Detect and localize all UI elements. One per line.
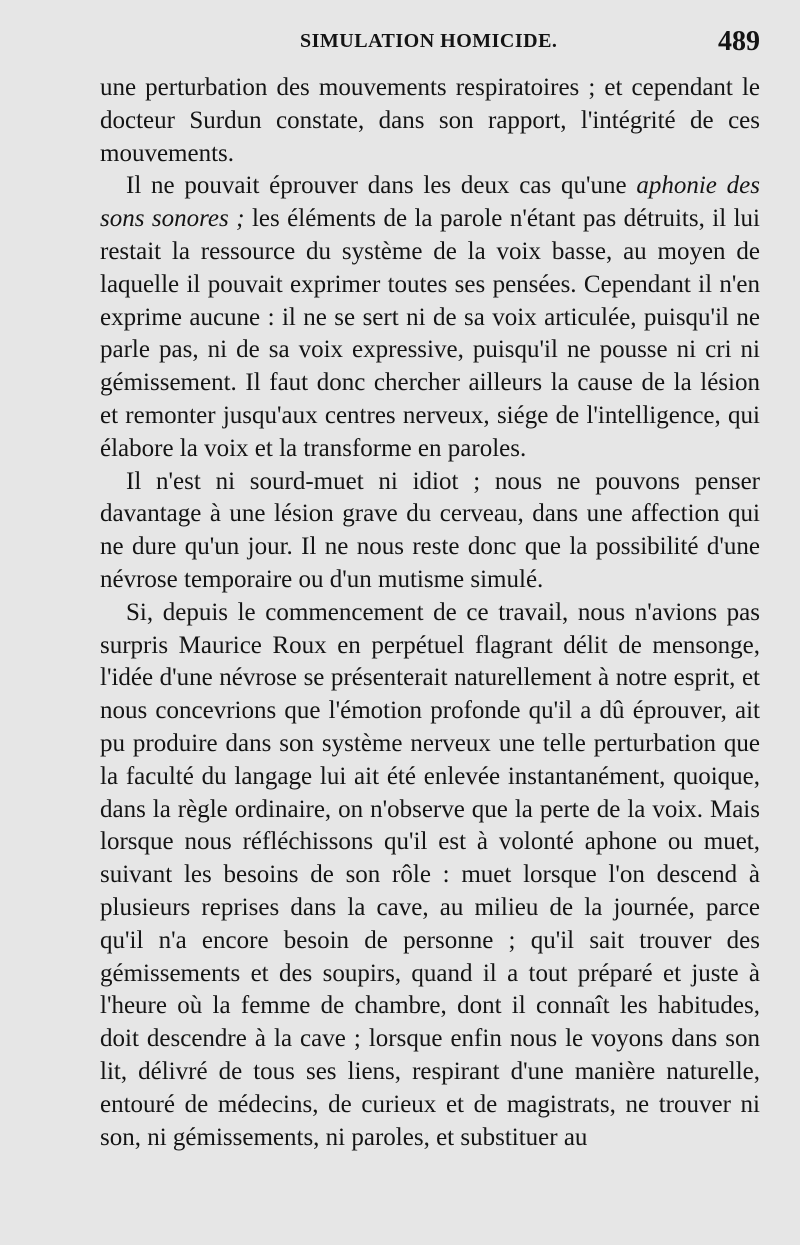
paragraph-2-italic-term: aphonie des sons sonores ; xyxy=(100,172,760,233)
page-number: 489 xyxy=(718,26,760,57)
paragraph-3: Il n'est ni sourd-muet ni idiot ; nous ne pouvons penser davantage à une lésion grave du cerveau, dans une affection qui ne dure qu'un jour. Il ne nous reste donc que la possibilité d'une névrose temporaire ou d'un mutisme simulé. xyxy=(100,467,760,593)
paragraph-2-text-end: les éléments de la parole n'étant pas détruits, il lui restait la ressource du système de la voix basse, au moyen de laquelle il pouvait exprimer toutes ses pensées. Cependant il n'en exprime aucune : il ne se sert ni de sa voix articulée, puisqu'il ne parle pas, ni de sa voix expressive, puisqu'il ne pousse ni cri ni gémissement. Il faut donc chercher ailleurs la cause de la lésion et remonter jusqu'aux centres nerveux, siége de l'intelligence, qui élabore la voix et la transforme en paroles. xyxy=(100,205,761,462)
paragraph-2-text-start: Il ne pouvait éprouver dans les deux cas qu'une xyxy=(126,172,637,200)
paragraph-1: une perturbation des mouvements respiratoires ; et cependant le docteur Surdun constate, dans son rapport, l'intégrité de ces mouvements. xyxy=(100,74,760,167)
running-head: SIMULATION HOMICIDE. xyxy=(300,30,558,52)
paragraph-2 xyxy=(100,170,760,465)
page-header xyxy=(100,26,760,64)
paragraph-4: Si, depuis le commencement de ce travail, nous n'avions pas surpris Maurice Roux en perpétuel flagrant délit de mensonge, l'idée d'une névrose se présenterait naturellement à notre esprit, et nous concevrions que l'émotion profonde qu'il a dû éprouver, ait pu produire dans son système nerveux une telle perturbation que la faculté du langage lui ait été enlevée instantanément, quoique, dans la règle ordinaire, on n'observe que la perte de la voix. Mais lorsque nous réfléchissons qu'il est à volonté aphone ou muet, suivant les besoins de son rôle : muet lorsque l'on descend à plusieurs reprises dans la cave, au milieu de la journée, parce qu'il n'a encore besoin de personne ; qu'il sait trouver des gémissements et des soupirs, quand il a tout préparé et juste à l'heure où la femme de chambre, dont il connaît les habitudes, doit descendre à la cave ; lorsque enfin nous le voyons dans son lit, délivré de tous ses liens, respirant d'une manière naturelle, entouré de médecins, de curieux et de magistrats, ne trouver ni son, ni gémissements, ni paroles, et substituer au xyxy=(100,598,760,1151)
